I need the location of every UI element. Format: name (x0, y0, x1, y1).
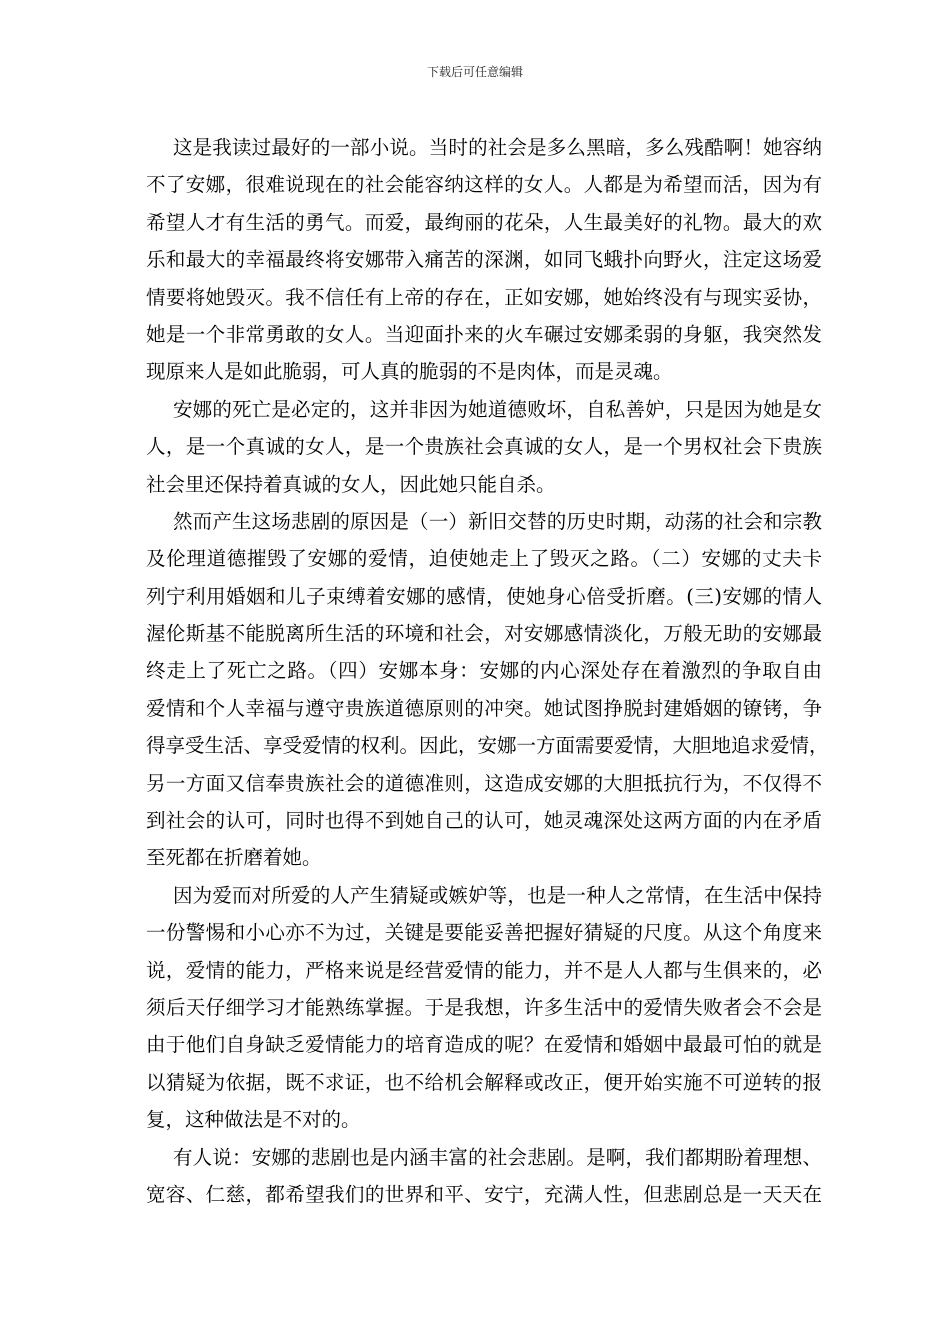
text-line: 至死都在折磨着她。 (146, 846, 322, 870)
text-line: 须后天仔细学习才能熟练掌握。于是我想，许多生活中的爱情失败者会不会是 (146, 995, 822, 1019)
text-line: 然而产生这场悲剧的原因是（一）新旧交替的历史时期，动荡的社会和宗教 (173, 509, 822, 533)
paragraph-5 (146, 1139, 822, 1214)
text-line: 复，这种做法是不对的。 (146, 1108, 361, 1132)
paragraph-3 (146, 503, 829, 877)
text-line: 宽容、仁慈，都希望我们的世界和平、安宁，充满人性，但悲剧总是一天天在 (146, 1182, 822, 1206)
text-line: 及伦理道德摧毁了安娜的爱情，迫使她走上了毁灭之路。（二）安娜的丈夫卡 (146, 547, 822, 571)
document-body (146, 129, 829, 1213)
text-line: 因为爱而对所爱的人产生猜疑或嫉妒等，也是一种人之常情，在生活中保持 (173, 883, 822, 907)
text-line: 渥伦斯基不能脱离所生活的环境和社会，对安娜感情淡化，万般无助的安娜最 (146, 622, 822, 646)
text-line: 一份警惕和小心亦不为过，关键是要能妥善把握好猜疑的尺度。从这个角度来 (146, 921, 822, 945)
text-line: 她是一个非常勇敢的女人。当迎面扑来的火车碾过安娜柔弱的身躯，我突然发 (146, 322, 822, 346)
text-line: 安娜的死亡是必定的，这并非因为她道德败坏，自私善妒，只是因为她是女 (173, 397, 822, 421)
text-line: 现原来人是如此脆弱，可人真的脆弱的不是肉体，而是灵魂。 (146, 360, 673, 384)
text-line: 列宁利用婚姻和儿子束缚着安娜的感情，使她身心倍受折磨。(三)安娜的情人 (146, 584, 822, 608)
text-line: 社会里还保持着真诚的女人，因此她只能自杀。 (146, 472, 556, 496)
text-line: 到社会的认可，同时也得不到她自己的认可，她灵魂深处这两方面的内在矛盾 (146, 809, 822, 833)
page-header: 下载后可任意编辑 (426, 65, 523, 79)
paragraph-4 (146, 877, 822, 1139)
text-line: 乐和最大的幸福最终将安娜带入痛苦的深渊，如同飞蛾扑向野火，注定这场爱 (146, 248, 822, 272)
text-line: 人，是一个真诚的女人，是一个贵族社会真诚的女人，是一个男权社会下贵族 (146, 435, 822, 459)
text-line: 终走上了死亡之路。（四）安娜本身：安娜的内心深处存在着激烈的争取自由 (146, 659, 822, 683)
paragraph-2 (146, 391, 822, 503)
text-line: 说，爱情的能力，严格来说是经营爱情的能力，并不是人人都与生俱来的，必 (146, 958, 822, 982)
paragraph-1 (146, 129, 822, 391)
text-line: 希望人才有生活的勇气。而爱，最绚丽的花朵，人生最美好的礼物。最大的欢 (146, 210, 822, 234)
text-line: 以猜疑为依据，既不求证，也不给机会解释或改正，便开始实施不可逆转的报 (146, 1070, 822, 1094)
text-line: 情要将她毁灭。我不信任有上帝的存在，正如安娜，她始终没有与现实妥协， (146, 285, 822, 309)
text-line: 这是我读过最好的一部小说。当时的社会是多么黑暗，多么残酷啊！她容纳 (173, 136, 822, 159)
text-line: 爱情和个人幸福与遵守贵族道德原则的冲突。她试图挣脱封建婚姻的镣铐，争 (146, 696, 822, 720)
text-line: 得享受生活、享受爱情的权利。因此，安娜一方面需要爱情，大胆地追求爱情， (146, 734, 829, 758)
text-line: 有人说：安娜的悲剧也是内涵丰富的社会悲剧。是啊，我们都期盼着理想、 (173, 1145, 822, 1169)
text-line: 由于他们自身缺乏爱情能力的培育造成的呢？在爱情和婚姻中最最可怕的就是 (146, 1033, 822, 1057)
text-line: 不了安娜，很难说现在的社会能容纳这样的女人。人都是为希望而活，因为有 (146, 173, 822, 197)
text-line: 另一方面又信奉贵族社会的道德准则，这造成安娜的大胆抵抗行为，不仅得不 (146, 771, 822, 795)
